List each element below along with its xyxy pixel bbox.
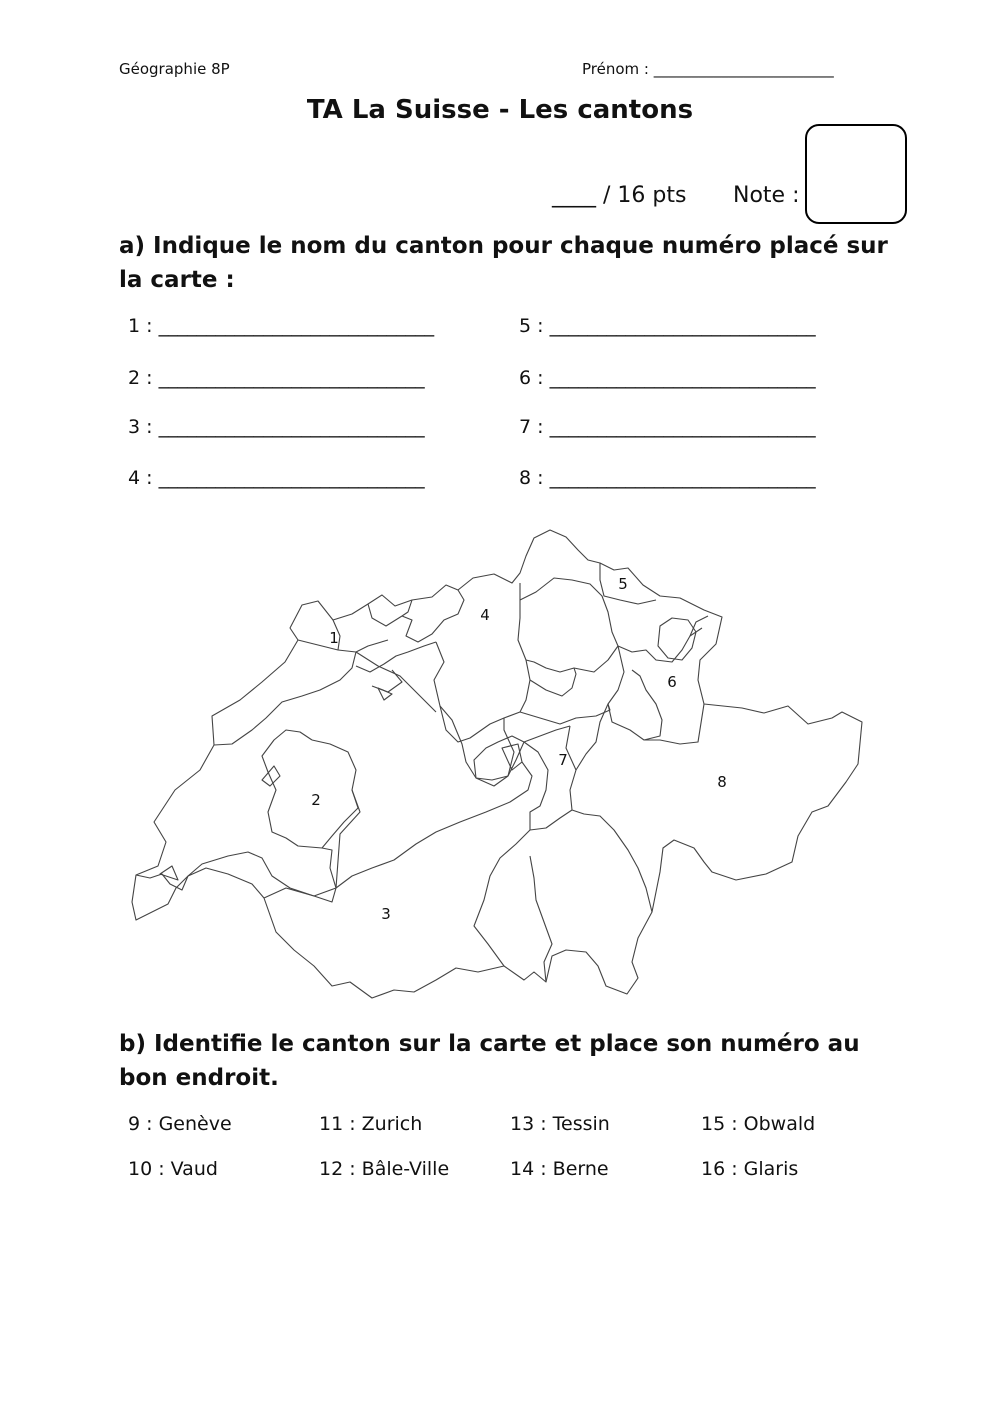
- part-a-instruction: a) Indique le nom du canton pour chaque numéro placé sur la carte :: [119, 233, 888, 293]
- canton-item-13: 13 : Tessin: [510, 1113, 610, 1135]
- answer-line-2[interactable]: 2 : ____________________________: [128, 367, 425, 389]
- canton-border-zug: [530, 668, 576, 696]
- canton-border-valais: [264, 830, 530, 966]
- name-field-label[interactable]: Prénom : ________________________: [582, 60, 834, 78]
- answer-line-4[interactable]: 4 : ____________________________: [128, 467, 425, 489]
- canton-border-solothurn: [356, 642, 436, 692]
- canton-item-16: 16 : Glaris: [701, 1158, 799, 1180]
- map-label-6: 6: [667, 673, 677, 691]
- canton-border-basel: [368, 590, 464, 642]
- answer-line-1[interactable]: 1 : _____________________________: [128, 315, 435, 337]
- map-label-2: 2: [311, 791, 321, 809]
- canton-border-vaud: [188, 730, 336, 902]
- canton-border-thurgau: [600, 563, 656, 604]
- answer-line-5[interactable]: 5 : ____________________________: [519, 315, 816, 337]
- canton-item-14: 14 : Berne: [510, 1158, 609, 1180]
- points-score: ____ / 16 pts: [552, 183, 687, 208]
- canton-border-geneva: [136, 874, 188, 890]
- canton-border-bern: [336, 652, 532, 888]
- lake-outline: [160, 688, 522, 880]
- canton-border-obwalden: [474, 736, 524, 780]
- part-b-instruction: b) Identifie le canton sur la carte et place son numéro au bon endroit.: [119, 1031, 860, 1091]
- answer-line-3[interactable]: 3 : ____________________________: [128, 416, 425, 438]
- note-label: Note :: [733, 183, 800, 208]
- map-label-4: 4: [480, 606, 490, 624]
- canton-item-10: 10 : Vaud: [128, 1158, 218, 1180]
- map-label-7: 7: [558, 751, 568, 769]
- canton-border-glarus: [576, 704, 608, 770]
- canton-item-11: 11 : Zurich: [319, 1113, 423, 1135]
- map-label-5: 5: [618, 575, 628, 593]
- canton-border-jura: [298, 620, 356, 652]
- country-outline: [132, 530, 862, 998]
- answer-line-6[interactable]: 6 : ____________________________: [519, 367, 816, 389]
- canton-border-graubunden: [566, 704, 704, 810]
- map-label-8: 8: [717, 773, 727, 791]
- map-label-1: 1: [329, 629, 339, 647]
- subject-label: Géographie 8P: [119, 60, 230, 78]
- page-title: TA La Suisse - Les cantons: [306, 95, 694, 125]
- canton-item-9: 9 : Genève: [128, 1113, 232, 1135]
- canton-border-schwyz: [520, 704, 610, 724]
- canton-item-15: 15 : Obwald: [701, 1113, 816, 1135]
- map-label-3: 3: [381, 905, 391, 923]
- canton-item-12: 12 : Bâle-Ville: [319, 1158, 450, 1180]
- answer-line-7[interactable]: 7 : ____________________________: [519, 416, 816, 438]
- answer-line-8[interactable]: 8 : ____________________________: [519, 467, 816, 489]
